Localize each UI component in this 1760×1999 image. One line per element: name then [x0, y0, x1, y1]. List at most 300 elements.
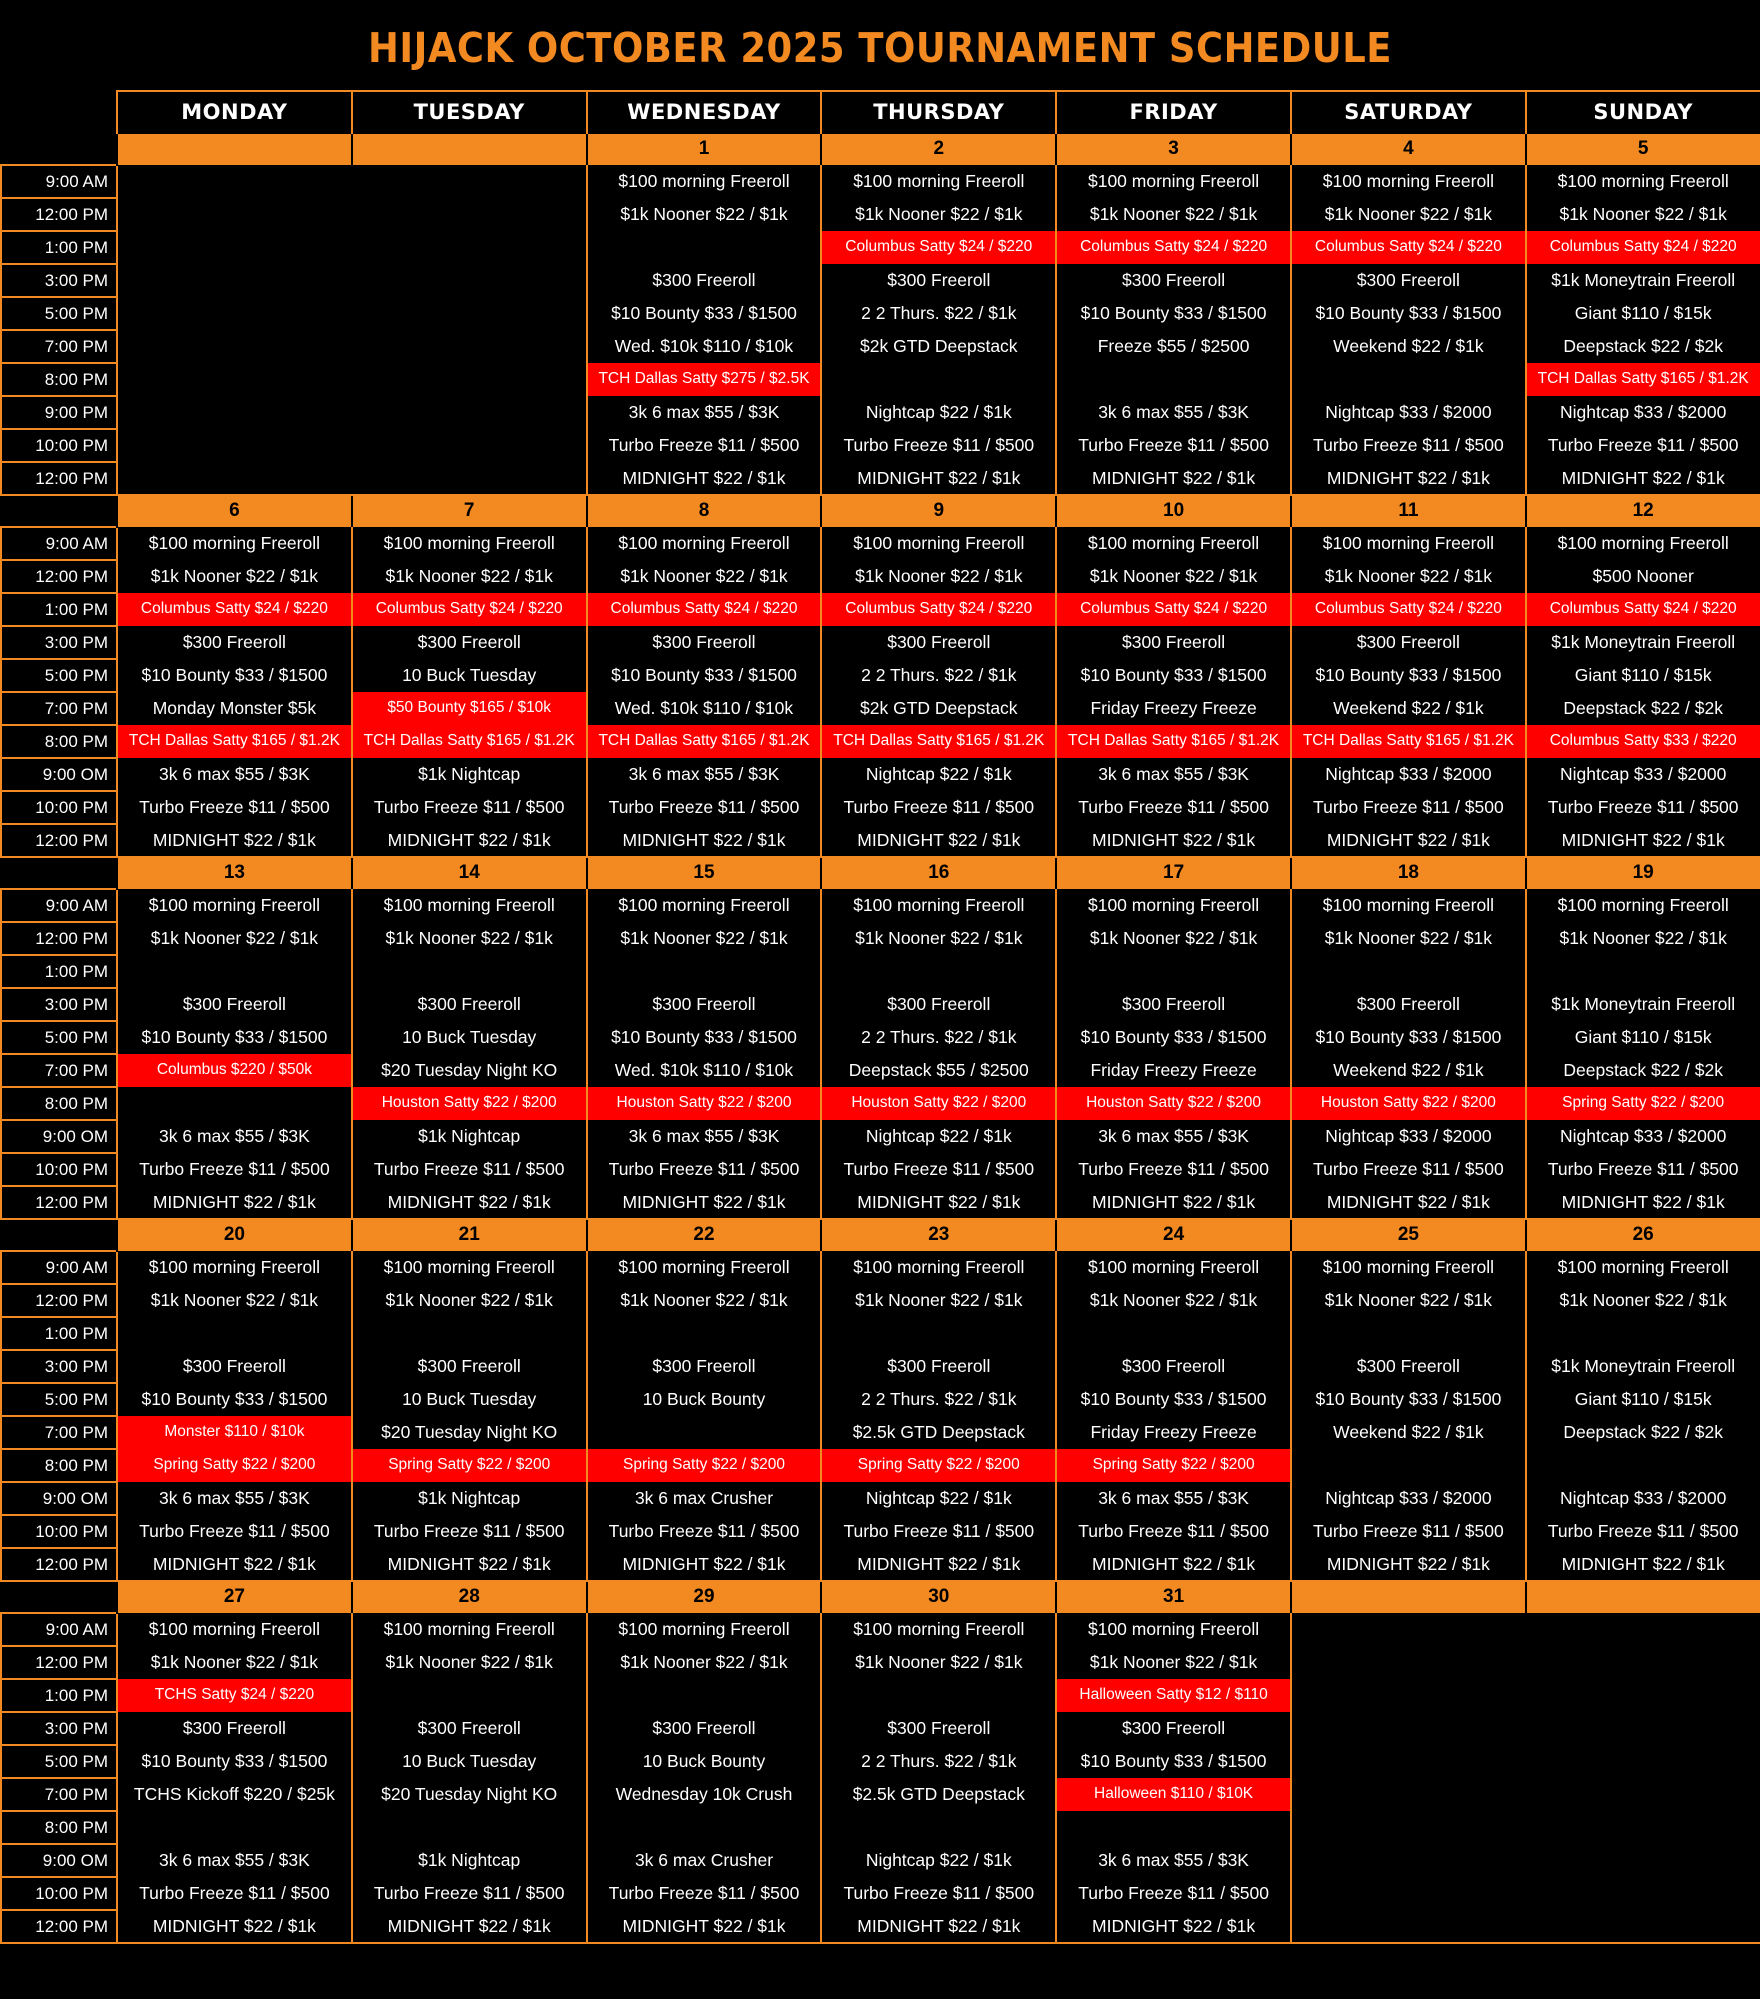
event-cell[interactable]: Weekend $22 / $1k	[1291, 692, 1526, 725]
event-cell[interactable]: Wednesday 10k Crush	[587, 1778, 822, 1811]
event-cell[interactable]: 2 2 Thurs. $22 / $1k	[821, 1021, 1056, 1054]
event-cell[interactable]: Turbo Freeze $11 / $500	[352, 791, 587, 824]
event-cell[interactable]: $300 Freeroll	[1056, 988, 1291, 1021]
event-cell[interactable]: $1k Nooner $22 / $1k	[821, 560, 1056, 593]
event-cell-empty	[117, 396, 352, 429]
event-cell[interactable]: Nightcap $22 / $1k	[821, 396, 1056, 429]
event-cell[interactable]: Spring Satty $22 / $200	[821, 1449, 1056, 1482]
event-cell[interactable]: $20 Tuesday Night KO	[352, 1054, 587, 1087]
event-cell[interactable]: Turbo Freeze $11 / $500	[1526, 1153, 1760, 1186]
event-cell[interactable]: $1k Nightcap	[352, 1482, 587, 1515]
event-cell[interactable]: $300 Freeroll	[1291, 988, 1526, 1021]
event-cell[interactable]: MIDNIGHT $22 / $1k	[1056, 1910, 1291, 1943]
event-cell[interactable]: Turbo Freeze $11 / $500	[821, 1153, 1056, 1186]
event-cell[interactable]: MIDNIGHT $22 / $1k	[1291, 462, 1526, 495]
event-cell[interactable]: 3k 6 max $55 / $3K	[117, 1482, 352, 1515]
event-cell[interactable]: MIDNIGHT $22 / $1k	[1526, 1548, 1760, 1581]
event-cell[interactable]: 3k 6 max $55 / $3K	[587, 396, 822, 429]
event-cell[interactable]: $300 Freeroll	[117, 1712, 352, 1745]
event-cell[interactable]: MIDNIGHT $22 / $1k	[117, 824, 352, 857]
event-cell[interactable]: $100 morning Freeroll	[117, 1251, 352, 1284]
event-cell[interactable]: $10 Bounty $33 / $1500	[117, 1745, 352, 1778]
event-cell[interactable]: Columbus Satty $24 / $220	[1291, 593, 1526, 626]
event-cell[interactable]: Turbo Freeze $11 / $500	[1056, 1877, 1291, 1910]
event-cell[interactable]: Turbo Freeze $11 / $500	[587, 791, 822, 824]
event-cell[interactable]: $1k Nooner $22 / $1k	[117, 1646, 352, 1679]
event-cell[interactable]: Monday Monster $5k	[117, 692, 352, 725]
date-cell-24: 24	[1056, 1219, 1291, 1251]
event-cell[interactable]: $100 morning Freeroll	[1291, 889, 1526, 922]
event-cell[interactable]: Columbus Satty $24 / $220	[1526, 593, 1760, 626]
event-cell[interactable]: $1k Moneytrain Freeroll	[1526, 264, 1760, 297]
event-cell[interactable]: Giant $110 / $15k	[1526, 297, 1760, 330]
event-cell[interactable]: Turbo Freeze $11 / $500	[587, 1153, 822, 1186]
event-cell[interactable]: $100 morning Freeroll	[587, 1613, 822, 1646]
event-cell[interactable]: $1k Nooner $22 / $1k	[587, 1284, 822, 1317]
event-cell[interactable]: Friday Freezy Freeze	[1056, 1054, 1291, 1087]
event-cell[interactable]: $1k Moneytrain Freeroll	[1526, 988, 1760, 1021]
event-cell[interactable]: TCH Dallas Satty $275 / $2.5K	[587, 363, 822, 396]
schedule-row	[1, 429, 1760, 462]
event-cell[interactable]: $300 Freeroll	[352, 1712, 587, 1745]
event-cell[interactable]: $10 Bounty $33 / $1500	[587, 1021, 822, 1054]
event-cell[interactable]: Freeze $55 / $2500	[1056, 330, 1291, 363]
event-cell[interactable]: $1k Nooner $22 / $1k	[1056, 1284, 1291, 1317]
event-cell[interactable]: $100 morning Freeroll	[1056, 165, 1291, 198]
event-cell[interactable]: Columbus Satty $24 / $220	[1056, 593, 1291, 626]
event-cell[interactable]: 2 2 Thurs. $22 / $1k	[821, 1383, 1056, 1416]
event-cell[interactable]: 3k 6 max $55 / $3K	[117, 1844, 352, 1877]
event-cell[interactable]: $1k Nooner $22 / $1k	[1291, 1284, 1526, 1317]
event-cell[interactable]: Turbo Freeze $11 / $500	[587, 429, 822, 462]
event-cell[interactable]: Turbo Freeze $11 / $500	[587, 1515, 822, 1548]
event-cell[interactable]: $300 Freeroll	[1291, 1350, 1526, 1383]
event-cell[interactable]: 10 Buck Tuesday	[352, 1745, 587, 1778]
event-cell[interactable]: $20 Tuesday Night KO	[352, 1778, 587, 1811]
event-cell[interactable]: Deepstack $22 / $2k	[1526, 330, 1760, 363]
event-cell[interactable]: $300 Freeroll	[821, 1712, 1056, 1745]
event-cell[interactable]: Giant $110 / $15k	[1526, 659, 1760, 692]
event-cell[interactable]: MIDNIGHT $22 / $1k	[587, 1548, 822, 1581]
event-cell[interactable]: Nightcap $22 / $1k	[821, 758, 1056, 791]
event-cell[interactable]: Turbo Freeze $11 / $500	[1526, 791, 1760, 824]
event-cell[interactable]: Nightcap $33 / $2000	[1526, 1482, 1760, 1515]
event-cell[interactable]: $20 Tuesday Night KO	[352, 1416, 587, 1449]
event-cell[interactable]: Nightcap $22 / $1k	[821, 1482, 1056, 1515]
event-cell[interactable]: $10 Bounty $33 / $1500	[1291, 297, 1526, 330]
event-cell[interactable]: MIDNIGHT $22 / $1k	[117, 1186, 352, 1219]
event-cell[interactable]: Columbus Satty $24 / $220	[352, 593, 587, 626]
event-cell[interactable]: MIDNIGHT $22 / $1k	[1526, 824, 1760, 857]
event-cell[interactable]: $10 Bounty $33 / $1500	[1291, 1383, 1526, 1416]
event-cell[interactable]: $2k GTD Deepstack	[821, 692, 1056, 725]
event-cell[interactable]: $300 Freeroll	[587, 626, 822, 659]
event-cell[interactable]: MIDNIGHT $22 / $1k	[352, 1186, 587, 1219]
event-cell[interactable]: $100 morning Freeroll	[352, 1613, 587, 1646]
event-cell[interactable]: $300 Freeroll	[1056, 1350, 1291, 1383]
event-cell[interactable]: 10 Buck Tuesday	[352, 659, 587, 692]
event-cell[interactable]: 10 Buck Tuesday	[352, 1383, 587, 1416]
schedule-row	[1, 1251, 1760, 1284]
event-cell[interactable]: $300 Freeroll	[821, 988, 1056, 1021]
event-cell-empty	[117, 231, 352, 264]
event-cell[interactable]: $1k Nooner $22 / $1k	[587, 922, 822, 955]
event-cell[interactable]: $100 morning Freeroll	[1056, 889, 1291, 922]
event-cell[interactable]: $300 Freeroll	[1056, 1712, 1291, 1745]
event-cell[interactable]: Houston Satty $22 / $200	[1056, 1087, 1291, 1120]
event-cell[interactable]: MIDNIGHT $22 / $1k	[1291, 1186, 1526, 1219]
event-cell[interactable]: Spring Satty $22 / $200	[117, 1449, 352, 1482]
event-cell[interactable]: Columbus Satty $24 / $220	[821, 593, 1056, 626]
event-cell[interactable]: MIDNIGHT $22 / $1k	[821, 1910, 1056, 1943]
event-cell[interactable]: 3k 6 max $55 / $3K	[587, 1120, 822, 1153]
event-cell[interactable]: Columbus $220 / $50k	[117, 1054, 352, 1087]
event-cell[interactable]: $100 morning Freeroll	[1291, 527, 1526, 560]
event-cell[interactable]: Nightcap $33 / $2000	[1526, 758, 1760, 791]
event-cell[interactable]: 3k 6 max $55 / $3K	[1056, 1482, 1291, 1515]
event-cell[interactable]: $10 Bounty $33 / $1500	[1056, 297, 1291, 330]
event-cell[interactable]: $10 Bounty $33 / $1500	[117, 659, 352, 692]
event-cell[interactable]: Nightcap $33 / $2000	[1526, 1120, 1760, 1153]
event-cell[interactable]: Columbus Satty $24 / $220	[821, 231, 1056, 264]
event-cell[interactable]: Turbo Freeze $11 / $500	[821, 791, 1056, 824]
event-cell[interactable]: $300 Freeroll	[587, 1350, 822, 1383]
event-cell[interactable]: $100 morning Freeroll	[821, 165, 1056, 198]
date-cell-4: 4	[1291, 134, 1526, 165]
event-cell[interactable]: $2k GTD Deepstack	[821, 330, 1056, 363]
event-cell-empty	[1291, 1877, 1526, 1910]
event-cell[interactable]: $100 morning Freeroll	[1526, 889, 1760, 922]
event-cell[interactable]: 10 Buck Tuesday	[352, 1021, 587, 1054]
event-cell[interactable]: $300 Freeroll	[1056, 626, 1291, 659]
event-cell[interactable]: TCH Dallas Satty $165 / $1.2K	[1056, 725, 1291, 758]
event-cell[interactable]: Deepstack $22 / $2k	[1526, 1054, 1760, 1087]
event-cell[interactable]: $100 morning Freeroll	[587, 1251, 822, 1284]
event-cell[interactable]: $100 morning Freeroll	[587, 165, 822, 198]
event-cell[interactable]: $1k Nooner $22 / $1k	[1526, 198, 1760, 231]
event-cell[interactable]: Turbo Freeze $11 / $500	[352, 1515, 587, 1548]
event-cell[interactable]: Turbo Freeze $11 / $500	[1056, 1515, 1291, 1548]
event-cell[interactable]: MIDNIGHT $22 / $1k	[587, 1910, 822, 1943]
event-cell[interactable]: Houston Satty $22 / $200	[821, 1087, 1056, 1120]
event-cell[interactable]: $1k Nooner $22 / $1k	[821, 922, 1056, 955]
event-cell[interactable]: TCHS Satty $24 / $220	[117, 1679, 352, 1712]
event-cell[interactable]: 3k 6 max $55 / $3K	[117, 758, 352, 791]
event-cell[interactable]: Columbus Satty $33 / $220	[1526, 725, 1760, 758]
event-cell[interactable]: Turbo Freeze $11 / $500	[1291, 1515, 1526, 1548]
event-cell[interactable]: $100 morning Freeroll	[1056, 527, 1291, 560]
event-cell[interactable]: $100 morning Freeroll	[117, 889, 352, 922]
event-cell[interactable]: $1k Nooner $22 / $1k	[1291, 922, 1526, 955]
event-cell[interactable]: TCH Dallas Satty $165 / $1.2K	[117, 725, 352, 758]
event-cell[interactable]: Turbo Freeze $11 / $500	[117, 1515, 352, 1548]
event-cell[interactable]: $100 morning Freeroll	[1526, 527, 1760, 560]
event-cell[interactable]: Spring Satty $22 / $200	[587, 1449, 822, 1482]
event-cell[interactable]: $100 morning Freeroll	[1291, 165, 1526, 198]
event-cell[interactable]: MIDNIGHT $22 / $1k	[117, 1910, 352, 1943]
event-cell[interactable]: $300 Freeroll	[352, 626, 587, 659]
event-cell[interactable]: MIDNIGHT $22 / $1k	[821, 462, 1056, 495]
event-cell[interactable]: $300 Freeroll	[1291, 264, 1526, 297]
event-cell[interactable]: $300 Freeroll	[117, 626, 352, 659]
event-cell[interactable]: $300 Freeroll	[821, 626, 1056, 659]
event-cell[interactable]: MIDNIGHT $22 / $1k	[1526, 1186, 1760, 1219]
schedule-row	[1, 1548, 1760, 1581]
event-cell[interactable]: Giant $110 / $15k	[1526, 1383, 1760, 1416]
event-cell[interactable]: Columbus Satty $24 / $220	[1291, 231, 1526, 264]
event-cell[interactable]: TCH Dallas Satty $165 / $1.2K	[587, 725, 822, 758]
event-cell[interactable]: $1k Nightcap	[352, 1120, 587, 1153]
event-cell[interactable]: MIDNIGHT $22 / $1k	[352, 1910, 587, 1943]
event-cell[interactable]: $2.5k GTD Deepstack	[821, 1778, 1056, 1811]
event-cell[interactable]: TCH Dallas Satty $165 / $1.2K	[821, 725, 1056, 758]
event-cell[interactable]: $1k Nooner $22 / $1k	[1056, 198, 1291, 231]
event-cell[interactable]: Turbo Freeze $11 / $500	[117, 791, 352, 824]
event-cell[interactable]: Columbus Satty $24 / $220	[587, 593, 822, 626]
event-cell[interactable]: MIDNIGHT $22 / $1k	[1291, 1548, 1526, 1581]
event-cell[interactable]: $1k Nooner $22 / $1k	[352, 1646, 587, 1679]
event-cell[interactable]: 2 2 Thurs. $22 / $1k	[821, 297, 1056, 330]
event-cell[interactable]: 10 Buck Bounty	[587, 1745, 822, 1778]
event-cell[interactable]: TCH Dallas Satty $165 / $1.2K	[1526, 363, 1760, 396]
event-cell[interactable]: Turbo Freeze $11 / $500	[352, 1153, 587, 1186]
event-cell[interactable]: $500 Nooner	[1526, 560, 1760, 593]
event-cell[interactable]: Deepstack $22 / $2k	[1526, 1416, 1760, 1449]
event-cell[interactable]: Turbo Freeze $11 / $500	[1526, 1515, 1760, 1548]
event-cell[interactable]: 3k 6 max $55 / $3K	[1056, 758, 1291, 791]
event-cell[interactable]: Houston Satty $22 / $200	[587, 1087, 822, 1120]
event-cell[interactable]: 3k 6 max Crusher	[587, 1482, 822, 1515]
event-cell[interactable]: $1k Nooner $22 / $1k	[117, 560, 352, 593]
event-cell[interactable]: Nightcap $33 / $2000	[1291, 1482, 1526, 1515]
event-cell[interactable]: $300 Freeroll	[1056, 264, 1291, 297]
event-cell[interactable]: $100 morning Freeroll	[587, 889, 822, 922]
event-cell[interactable]: Wed. $10k $110 / $10k	[587, 692, 822, 725]
event-cell[interactable]: 10 Buck Bounty	[587, 1383, 822, 1416]
event-cell[interactable]: Nightcap $33 / $2000	[1526, 396, 1760, 429]
event-cell[interactable]: Turbo Freeze $11 / $500	[1056, 429, 1291, 462]
event-cell[interactable]: Spring Satty $22 / $200	[1526, 1087, 1760, 1120]
event-cell[interactable]: $1k Nooner $22 / $1k	[352, 1284, 587, 1317]
event-cell[interactable]: $1k Nooner $22 / $1k	[117, 922, 352, 955]
event-cell[interactable]: $1k Nooner $22 / $1k	[587, 560, 822, 593]
event-cell[interactable]: MIDNIGHT $22 / $1k	[821, 824, 1056, 857]
event-cell[interactable]: $1k Nooner $22 / $1k	[1291, 560, 1526, 593]
event-cell[interactable]: $1k Nooner $22 / $1k	[1056, 1646, 1291, 1679]
event-cell[interactable]: Friday Freezy Freeze	[1056, 1416, 1291, 1449]
event-cell[interactable]: MIDNIGHT $22 / $1k	[1056, 1548, 1291, 1581]
event-cell[interactable]: 3k 6 max $55 / $3K	[117, 1120, 352, 1153]
event-cell[interactable]: Weekend $22 / $1k	[1291, 1416, 1526, 1449]
event-cell-empty	[352, 297, 587, 330]
event-cell[interactable]: Columbus Satty $24 / $220	[1526, 231, 1760, 264]
event-cell[interactable]: $10 Bounty $33 / $1500	[1056, 1383, 1291, 1416]
event-cell[interactable]: $10 Bounty $33 / $1500	[117, 1383, 352, 1416]
event-cell[interactable]: $300 Freeroll	[821, 264, 1056, 297]
event-cell[interactable]: $10 Bounty $33 / $1500	[1056, 1745, 1291, 1778]
event-cell[interactable]: MIDNIGHT $22 / $1k	[587, 462, 822, 495]
event-cell[interactable]: Spring Satty $22 / $200	[1056, 1449, 1291, 1482]
schedule-row	[1, 231, 1760, 264]
event-cell[interactable]: Columbus Satty $24 / $220	[117, 593, 352, 626]
event-cell[interactable]: Turbo Freeze $11 / $500	[117, 1153, 352, 1186]
event-cell[interactable]: Columbus Satty $24 / $220	[1056, 231, 1291, 264]
event-cell[interactable]: MIDNIGHT $22 / $1k	[587, 1186, 822, 1219]
event-cell[interactable]: MIDNIGHT $22 / $1k	[1291, 824, 1526, 857]
event-cell[interactable]: $1k Moneytrain Freeroll	[1526, 626, 1760, 659]
event-cell[interactable]: $1k Nooner $22 / $1k	[821, 1646, 1056, 1679]
event-cell[interactable]: Turbo Freeze $11 / $500	[117, 1877, 352, 1910]
event-cell[interactable]: MIDNIGHT $22 / $1k	[821, 1548, 1056, 1581]
time-label: 9:00 AM	[1, 165, 117, 198]
event-cell[interactable]: Turbo Freeze $11 / $500	[1056, 1153, 1291, 1186]
event-cell[interactable]: $300 Freeroll	[117, 1350, 352, 1383]
event-cell[interactable]: Turbo Freeze $11 / $500	[1291, 1153, 1526, 1186]
event-cell[interactable]: MIDNIGHT $22 / $1k	[352, 1548, 587, 1581]
event-cell[interactable]: 3k 6 max $55 / $3K	[1056, 1120, 1291, 1153]
event-cell[interactable]: Nightcap $33 / $2000	[1291, 758, 1526, 791]
event-cell[interactable]: $10 Bounty $33 / $1500	[587, 659, 822, 692]
event-cell[interactable]: $100 morning Freeroll	[821, 1613, 1056, 1646]
event-cell[interactable]: 3k 6 max $55 / $3K	[1056, 1844, 1291, 1877]
event-cell[interactable]: $1k Nooner $22 / $1k	[1291, 198, 1526, 231]
event-cell[interactable]: $1k Nooner $22 / $1k	[821, 198, 1056, 231]
event-cell[interactable]: 3k 6 max $55 / $3K	[587, 758, 822, 791]
event-cell[interactable]: Halloween Satty $12 / $110	[1056, 1679, 1291, 1712]
event-cell[interactable]: Giant $110 / $15k	[1526, 1021, 1760, 1054]
event-cell[interactable]: $1k Nooner $22 / $1k	[587, 198, 822, 231]
event-cell[interactable]: MIDNIGHT $22 / $1k	[1056, 1186, 1291, 1219]
event-cell-empty	[1291, 1646, 1526, 1679]
event-cell[interactable]: $1k Nooner $22 / $1k	[1526, 1284, 1760, 1317]
event-cell[interactable]: 3k 6 max $55 / $3K	[1056, 396, 1291, 429]
event-cell[interactable]: $2.5k GTD Deepstack	[821, 1416, 1056, 1449]
event-cell[interactable]: $300 Freeroll	[1291, 626, 1526, 659]
event-cell[interactable]: $1k Moneytrain Freeroll	[1526, 1350, 1760, 1383]
event-cell[interactable]: TCH Dallas Satty $165 / $1.2K	[352, 725, 587, 758]
event-cell[interactable]: $300 Freeroll	[117, 988, 352, 1021]
event-cell[interactable]: $100 morning Freeroll	[352, 1251, 587, 1284]
event-cell-empty	[587, 1416, 822, 1449]
event-cell[interactable]: MIDNIGHT $22 / $1k	[352, 824, 587, 857]
event-cell[interactable]: $300 Freeroll	[587, 988, 822, 1021]
event-cell[interactable]: Turbo Freeze $11 / $500	[352, 1877, 587, 1910]
event-cell[interactable]: Nightcap $22 / $1k	[821, 1120, 1056, 1153]
event-cell[interactable]: $1k Nooner $22 / $1k	[352, 560, 587, 593]
event-cell-empty	[1056, 1811, 1291, 1844]
event-cell[interactable]: 3k 6 max Crusher	[587, 1844, 822, 1877]
event-cell[interactable]: $100 morning Freeroll	[1056, 1251, 1291, 1284]
event-cell[interactable]: $10 Bounty $33 / $1500	[587, 297, 822, 330]
event-cell[interactable]: Spring Satty $22 / $200	[352, 1449, 587, 1482]
event-cell[interactable]: $50 Bounty $165 / $10k	[352, 692, 587, 725]
event-cell[interactable]: 2 2 Thurs. $22 / $1k	[821, 659, 1056, 692]
event-cell[interactable]: Turbo Freeze $11 / $500	[1291, 791, 1526, 824]
event-cell[interactable]: Weekend $22 / $1k	[1291, 1054, 1526, 1087]
event-cell[interactable]: $1k Nooner $22 / $1k	[821, 1284, 1056, 1317]
event-cell[interactable]: $10 Bounty $33 / $1500	[117, 1021, 352, 1054]
event-cell[interactable]: $1k Nooner $22 / $1k	[587, 1646, 822, 1679]
event-cell[interactable]: $100 morning Freeroll	[821, 527, 1056, 560]
event-cell[interactable]: Turbo Freeze $11 / $500	[821, 429, 1056, 462]
event-cell[interactable]: Turbo Freeze $11 / $500	[1291, 429, 1526, 462]
event-cell[interactable]: Monster $110 / $10k	[117, 1416, 352, 1449]
event-cell[interactable]: $100 morning Freeroll	[821, 889, 1056, 922]
event-cell[interactable]: Wed. $10k $110 / $10k	[587, 1054, 822, 1087]
event-cell[interactable]: Turbo Freeze $11 / $500	[821, 1515, 1056, 1548]
event-cell[interactable]: $300 Freeroll	[352, 988, 587, 1021]
event-cell[interactable]: MIDNIGHT $22 / $1k	[1056, 824, 1291, 857]
event-cell[interactable]: Nightcap $22 / $1k	[821, 1844, 1056, 1877]
event-cell[interactable]: MIDNIGHT $22 / $1k	[1526, 462, 1760, 495]
time-label: 12:00 PM	[1, 922, 117, 955]
event-cell[interactable]: Weekend $22 / $1k	[1291, 330, 1526, 363]
event-cell[interactable]: $100 morning Freeroll	[1291, 1251, 1526, 1284]
event-cell[interactable]: TCH Dallas Satty $165 / $1.2K	[1291, 725, 1526, 758]
event-cell[interactable]: $300 Freeroll	[587, 1712, 822, 1745]
event-cell[interactable]: Turbo Freeze $11 / $500	[1056, 791, 1291, 824]
event-cell[interactable]: $1k Nooner $22 / $1k	[1056, 560, 1291, 593]
date-cell-22: 22	[587, 1219, 822, 1251]
event-cell[interactable]: MIDNIGHT $22 / $1k	[587, 824, 822, 857]
event-cell[interactable]: $10 Bounty $33 / $1500	[1056, 659, 1291, 692]
event-cell[interactable]: $100 morning Freeroll	[821, 1251, 1056, 1284]
event-cell[interactable]: Wed. $10k $110 / $10k	[587, 330, 822, 363]
event-cell[interactable]: $100 morning Freeroll	[587, 527, 822, 560]
event-cell[interactable]: Deepstack $22 / $2k	[1526, 692, 1760, 725]
event-cell[interactable]: Houston Satty $22 / $200	[352, 1087, 587, 1120]
event-cell[interactable]: Turbo Freeze $11 / $500	[1526, 429, 1760, 462]
event-cell[interactable]: $1k Nooner $22 / $1k	[1056, 922, 1291, 955]
event-cell[interactable]: Deepstack $55 / $2500	[821, 1054, 1056, 1087]
event-cell[interactable]: Houston Satty $22 / $200	[1291, 1087, 1526, 1120]
event-cell[interactable]: $100 morning Freeroll	[352, 527, 587, 560]
event-cell[interactable]: $100 morning Freeroll	[352, 889, 587, 922]
event-cell[interactable]: 2 2 Thurs. $22 / $1k	[821, 1745, 1056, 1778]
event-cell-empty	[1291, 1844, 1526, 1877]
event-cell[interactable]: $300 Freeroll	[821, 1350, 1056, 1383]
event-cell[interactable]: Nightcap $33 / $2000	[1291, 396, 1526, 429]
event-cell[interactable]: Friday Freezy Freeze	[1056, 692, 1291, 725]
event-cell[interactable]: $1k Nightcap	[352, 758, 587, 791]
event-cell[interactable]: MIDNIGHT $22 / $1k	[821, 1186, 1056, 1219]
event-cell[interactable]: $10 Bounty $33 / $1500	[1291, 1021, 1526, 1054]
event-cell-empty	[587, 955, 822, 988]
event-cell[interactable]: $1k Nooner $22 / $1k	[352, 922, 587, 955]
event-cell[interactable]: MIDNIGHT $22 / $1k	[1056, 462, 1291, 495]
event-cell-empty	[117, 429, 352, 462]
event-cell[interactable]: $1k Nooner $22 / $1k	[117, 1284, 352, 1317]
event-cell[interactable]: $100 morning Freeroll	[117, 1613, 352, 1646]
event-cell[interactable]: Halloween $110 / $10K	[1056, 1778, 1291, 1811]
event-cell[interactable]: $300 Freeroll	[352, 1350, 587, 1383]
event-cell[interactable]: Turbo Freeze $11 / $500	[821, 1877, 1056, 1910]
time-label: 7:00 PM	[1, 330, 117, 363]
event-cell[interactable]: $1k Nooner $22 / $1k	[1526, 922, 1760, 955]
event-cell[interactable]: Nightcap $33 / $2000	[1291, 1120, 1526, 1153]
event-cell[interactable]: TCHS Kickoff $220 / $25k	[117, 1778, 352, 1811]
event-cell[interactable]: $10 Bounty $33 / $1500	[1291, 659, 1526, 692]
event-cell[interactable]: $100 morning Freeroll	[1526, 165, 1760, 198]
event-cell[interactable]: $100 morning Freeroll	[1056, 1613, 1291, 1646]
event-cell[interactable]: $1k Nightcap	[352, 1844, 587, 1877]
event-cell[interactable]: $100 morning Freeroll	[1526, 1251, 1760, 1284]
event-cell[interactable]: $100 morning Freeroll	[117, 527, 352, 560]
event-cell[interactable]: MIDNIGHT $22 / $1k	[117, 1548, 352, 1581]
event-cell[interactable]: Turbo Freeze $11 / $500	[587, 1877, 822, 1910]
event-cell[interactable]: $10 Bounty $33 / $1500	[1056, 1021, 1291, 1054]
event-cell[interactable]: $300 Freeroll	[587, 264, 822, 297]
